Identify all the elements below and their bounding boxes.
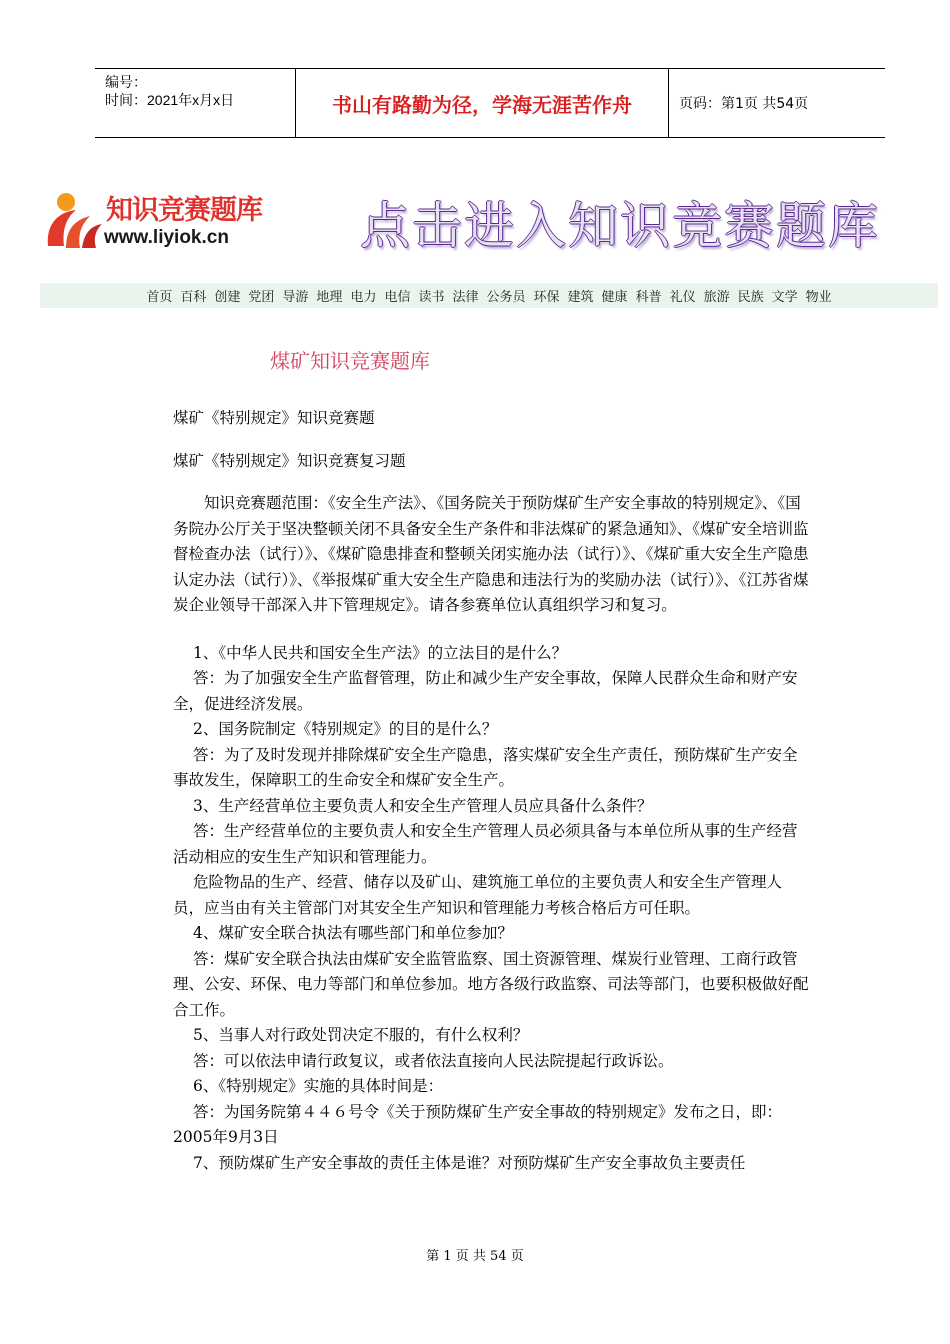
header-table [95, 68, 885, 138]
nav-item[interactable]: 环保 [533, 290, 560, 305]
nav-item[interactable]: 导游 [282, 290, 309, 305]
body-paragraph: 4、煤矿安全联合执法有哪些部门和单位参加？ [193, 924, 513, 942]
number-label: 编号： [105, 74, 147, 90]
body-paragraph: 2、国务院制定《特别规定》的目的是什么？ [193, 720, 498, 738]
nav-item[interactable]: 文学 [771, 290, 798, 305]
body-paragraph: 答：可以依法申请行政复议，或者依法直接向人民法院提起行政诉讼。 [193, 1051, 674, 1070]
site-logo[interactable] [44, 182, 294, 257]
logo-title: 知识竞赛题库 [106, 195, 262, 226]
body-paragraph: 1、《中华人民共和国安全生产法》的立法目的是什么？ [193, 643, 568, 662]
body-paragraph: 7、预防煤矿生产安全事故的责任主体是谁？对预防煤矿生产安全事故负主要责任 [193, 1153, 746, 1172]
nav-item[interactable]: 读书 [418, 290, 445, 305]
category-nav [40, 283, 938, 308]
body-paragraph: 答：煤矿安全联合执法由煤矿安全监管监察、国土资源管理、煤炭行业管理、工商行政管理、公安、环保、电力等部门和单位参加。地方各级行政监察、司法等部门，也要积极做好配合工作。 [173, 949, 809, 1019]
nav-item[interactable]: 民族 [737, 290, 764, 305]
subtitle-2: 煤矿《特别规定》知识竞赛复习题 [173, 451, 406, 470]
motto: 书山有路勤为径，学海无涯苦作舟 [296, 69, 669, 137]
nav-item[interactable]: 法律 [452, 290, 479, 305]
nav-item[interactable]: 物业 [805, 290, 832, 305]
nav-item[interactable]: 健康 [601, 290, 628, 305]
body-paragraph: 答：为国务院第４４６号令《关于预防煤矿生产安全事故的特别规定》发布之日，即：2005年9月3日 [173, 1102, 783, 1146]
scope-paragraph: 知识竞赛题范围：《安全生产法》、《国务院关于预防煤矿生产安全事故的特别规定》、《国务院办公厅关于坚决整顿关闭不具备安全生产条件和非法煤矿的紧急通知》、《煤矿安全培训监督检查办法（试行）》、《煤矿隐患排查和整顿关闭实施办法（试行）》、《煤矿重大安全生产隐患认定办法（试行）》、《举报煤矿重大安全生产隐患和违法行为的奖励办法（试行）》、《江苏省煤炭企业领导干部深入井下管理规定》。请各参赛单位认真组织学习和复习。 [173, 494, 809, 614]
page-footer: 第 1 页 共 54 页 [426, 1249, 524, 1264]
body-paragraph: 答：为了加强安全生产监督管理，防止和减少生产安全事故，保障人民群众生命和财产安全，促进经济发展。 [173, 669, 798, 713]
nav-item[interactable]: 电信 [384, 290, 411, 305]
nav-item[interactable]: 地理 [316, 290, 343, 305]
nav-item[interactable]: 党团 [248, 290, 275, 305]
document-body [173, 406, 809, 1176]
body-paragraph: 答：为了及时发现并排除煤矿安全生产隐患，落实煤矿安全生产责任，预防煤矿生产安全事故发生，保障职工的生命安全和煤矿安全生产。 [173, 745, 798, 789]
body-paragraph: 答：生产经营单位的主要负责人和安全生产管理人员必须具备与本单位所从事的生产经营活动相应的安生生产知识和管理能力。 [173, 822, 798, 866]
document-title: 煤矿知识竞赛题库 [270, 349, 430, 373]
nav-item[interactable]: 旅游 [703, 290, 730, 305]
subtitle-1: 煤矿《特别规定》知识竞赛题 [173, 409, 375, 427]
nav-item[interactable]: 百科 [180, 290, 207, 305]
page-info: 页码：第1页 共54页 [679, 96, 809, 112]
header-meta-cell [95, 69, 296, 137]
logo-url: www.liyiok.cn [104, 227, 229, 248]
time-label: 时间：2021年x月x日 [105, 92, 235, 108]
body-paragraph: 6、《特别规定》实施的具体时间是： [193, 1077, 444, 1095]
nav-item[interactable]: 建筑 [567, 290, 594, 305]
nav-item[interactable]: 创建 [214, 290, 241, 305]
logo-swirl-icon [44, 186, 106, 252]
body-paragraph: 3、生产经营单位主要负责人和安全生产管理人员应具备什么条件？ [193, 796, 653, 815]
nav-item[interactable]: 公务员 [486, 290, 526, 305]
banner-link[interactable]: 点击进入知识竞赛题库 [360, 197, 880, 255]
body-paragraph: 5、当事人对行政处罚决定不服的，有什么权利？ [193, 1026, 529, 1044]
nav-item[interactable]: 首页 [146, 290, 173, 305]
nav-item[interactable]: 电力 [350, 290, 377, 305]
qa-list [173, 641, 809, 1177]
body-paragraph: 危险物品的生产、经营、储存以及矿山、建筑施工单位的主要负责人和安全生产管理人员，应当由有关主管部门对其安全生产知识和管理能力考核合格后方可任职。 [173, 873, 783, 917]
nav-item[interactable]: 礼仪 [669, 290, 696, 305]
nav-item[interactable]: 科普 [635, 290, 662, 305]
